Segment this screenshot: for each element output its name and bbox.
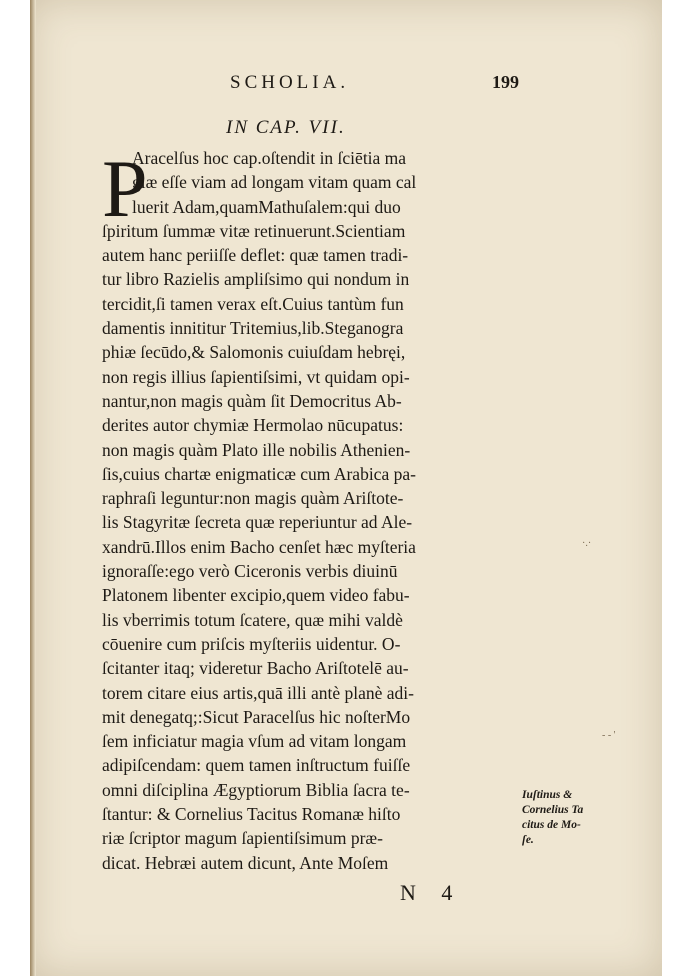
text-line: ſem inficiatur magia vſum ad vitam longam [102, 731, 407, 752]
ink-speck: - - ' [602, 730, 616, 741]
page-gutter-shadow [30, 0, 36, 976]
running-head: SCHOLIA. [230, 72, 350, 93]
text-line: cōuenire cum priſcis myſteriis uidentur. O- [102, 633, 401, 654]
text-line: damentis innititur Tritemius,lib.Steganogra [102, 318, 404, 339]
ink-speck: ·.· [582, 538, 592, 549]
text-line: luerit Adam,quamMathuſalem:qui duo [132, 196, 401, 217]
text-line: ſpiritum ſummæ vitæ retinuerunt.Scientiam [102, 220, 406, 241]
text-line: tur libro Razielis ampliſsimo qui nondum in [102, 269, 410, 290]
body-text [102, 143, 552, 875]
text-line: ſcitanter itaq; videretur Bacho Ariſtotelē au- [102, 658, 409, 679]
marginal-note-line: ſe. [522, 834, 534, 846]
text-line: omni diſciplina Ægyptiorum Biblia ſacra te- [102, 779, 410, 800]
text-line: non regis illius ſapientiſsimi, vt quidam opi- [102, 366, 410, 387]
text-line: lis Stagyritæ ſecreta quæ reperiuntur ad Ale- [102, 512, 413, 533]
text-line: phiæ ſecūdo,& Salomonis cuiuſdam hebręi, [102, 342, 406, 363]
text-line: non magis quàm Plato ille nobilis Athenien- [102, 439, 411, 460]
text-line: torem citare eius artis,quā illi antè planè adi- [102, 682, 414, 703]
text-line: dicat. Hebræi autem dicunt, Ante Moſem [102, 852, 389, 873]
page-header [30, 72, 662, 102]
text-line: lis vberrimis totum ſcatere, quæ mihi valdè [102, 609, 403, 630]
marginal-note-line: Cornelius Ta [522, 804, 584, 816]
text-line: Platonem libenter excipio,quem video fabu- [102, 585, 410, 606]
text-line: nantur,non magis quàm ſit Democritus Ab- [102, 390, 402, 411]
marginal-note-line: citus de Mo- [522, 819, 581, 831]
text-line: Aracelſus hoc cap.oſtendit in ſciētia ma [132, 148, 407, 168]
text-line: autem hanc periiſſe deflet: quæ tamen tradi- [102, 245, 409, 266]
text-line: ſis,cuius chartæ enigmaticæ cum Arabica pa- [102, 463, 416, 484]
text-line: derites autor chymiæ Hermolao nūcupatus: [102, 415, 404, 436]
text-line: tercidit,ſi tamen verax eſt.Cuius tantùm fun [102, 293, 404, 314]
book-page [30, 0, 662, 976]
text-line: giæ eſſe viam ad longam vitam quam cal [132, 172, 417, 193]
chapter-heading: IN CAP. VII. [226, 117, 346, 138]
signature-mark: N 4 [400, 880, 463, 905]
text-line: xandrū.Illos enim Bacho cenſet hæc myſteria [102, 536, 416, 557]
text-line: riæ ſcriptor magum ſapientiſsimum præ- [102, 828, 383, 849]
page-number: 199 [492, 72, 519, 92]
text-line: adipiſcendam: quem tamen inſtructum fuiſſe [102, 755, 411, 776]
text-line: ignoraſſe:ego verò Ciceronis verbis diuinū [102, 561, 398, 582]
text-line: raphraſi leguntur:non magis quàm Ariſtote- [102, 488, 404, 509]
marginal-note [522, 788, 642, 848]
text-line: mit denegatq;:Sicut Paracelſus hic noſterMo [102, 706, 411, 727]
marginal-note-line: Iuſtinus & [522, 789, 573, 801]
drop-cap: P [102, 143, 148, 234]
text-line: ſtantur: & Cornelius Tacitus Romanæ hiſto [102, 804, 401, 825]
